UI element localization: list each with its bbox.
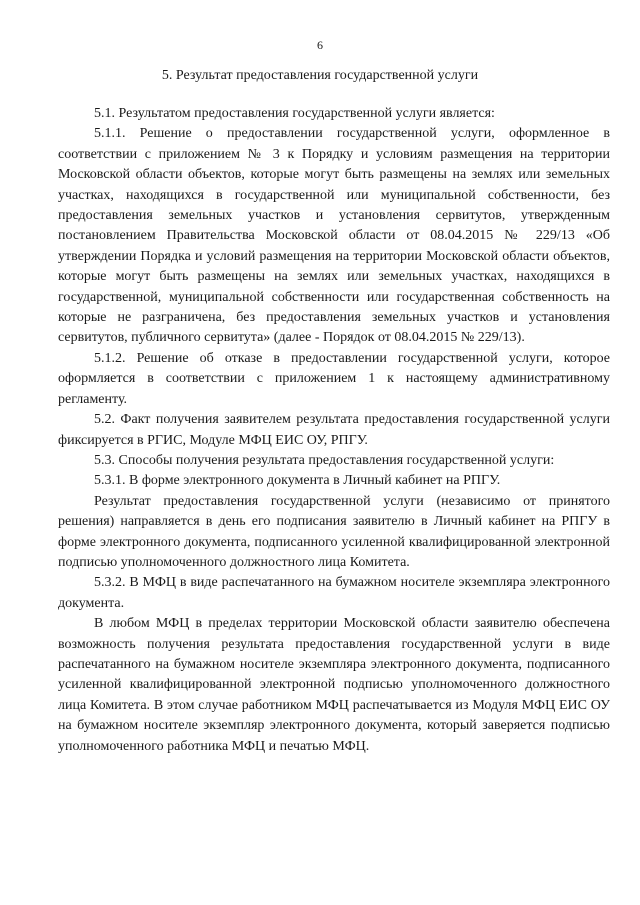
paragraph-5-1: 5.1. Результатом предоставления государственной услуги является: <box>94 106 495 121</box>
document-body <box>58 104 610 757</box>
paragraph-5-1-2: 5.1.2. Решение об отказе в предоставлении государственной услуги, которое оформляется в соответствии с приложением 1 к настоящему административному регламенту. <box>58 350 610 407</box>
paragraph-5-3: 5.3. Способы получения результата предоставления государственной услуги: <box>94 452 555 468</box>
section-title: 5. Результат предоставления государственной услуги <box>161 68 479 83</box>
page-number: 6 <box>317 38 323 52</box>
paragraph-5-1-1: 5.1.1. Решение о предоставлении государственной услуги, оформленное в соответствии с приложением № 3 к Порядку и условиям размещения на территории Московской области объектов, которые могут быть размещены на землях или земельных участках, находящихся в государственной или муниципальной собственности, без предоставления земельных участков и установления сервитутов, утвержденным постановлением Правительства Московской области от 08.04.2015 № 229/13 «Об утверждении Порядка и условий размещения на территории Московской области объектов, которые могут быть размещены на землях или земельных участках, находящихся в государственной, муниципальной собственности или государственная собственность на которые не разграничена, без предоставления земельных участков и установления сервитутов, публичного сервитута» (далее - Порядок от 08.04.2015 № 229/13). <box>58 126 610 346</box>
paragraph-result-rpgu: Результат предоставления государственной услуги (независимо от принятого решения) направляется в день его подписания заявителю в Личный кабинет на РПГУ в форме электронного документа, подписанного усиленной квалифицированной электронной подписью уполномоченного должностного лица Комитета. <box>58 493 610 570</box>
paragraph-5-3-1: 5.3.1. В форме электронного документа в Личный кабинет на РПГУ. <box>94 473 501 489</box>
paragraph-5-3-2: 5.3.2. В МФЦ в виде распечатанного на бумажном носителе экземпляра электронного документа. <box>58 575 610 611</box>
paragraph-mfc-delivery: В любом МФЦ в пределах территории Московской области заявителю обеспечена возможность получения результата предоставления государственной услуги в виде распечатанного на бумажном носителе экземпляра электронного документа, подписанного усиленной квалифицированной электронной подписью уполномоченного должностного лица Комитета. В этом случае работником МФЦ распечатывается из Модуля МФЦ ЕИС ОУ на бумажном носителе экземпляр электронного документа, который заверяется подписью уполномоченного работника МФЦ и печатью МФЦ. <box>58 616 610 754</box>
paragraph-5-2: 5.2. Факт получения заявителем результата предоставления государственной услуги фиксируется в РГИС, Модуле МФЦ ЕИС ОУ, РПГУ. <box>58 412 610 448</box>
